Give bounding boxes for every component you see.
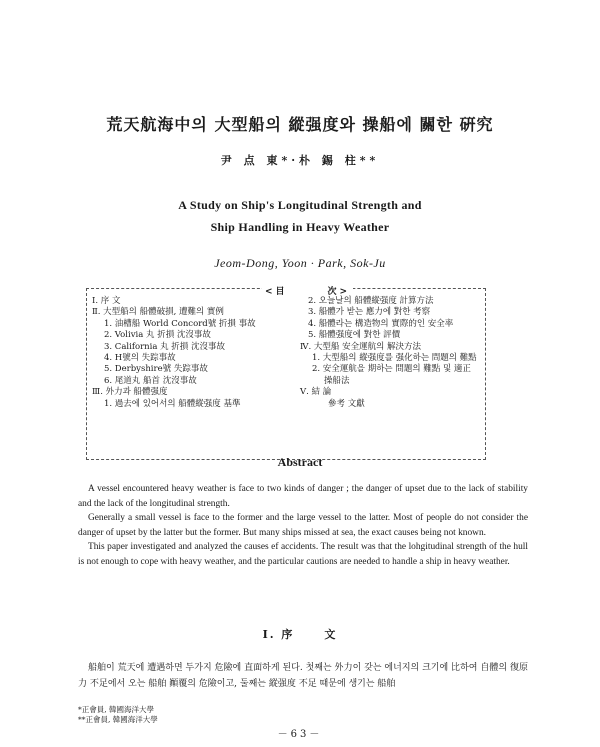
toc-right-column — [300, 296, 477, 410]
footnotes — [78, 705, 158, 725]
toc-item: Ⅴ. 結 論 — [300, 387, 332, 398]
abstract-heading: Abstract — [277, 455, 323, 469]
body-text — [78, 660, 528, 692]
toc-item: 1. 油槽船 World Concord號 折損 事故 — [104, 318, 256, 329]
toc-item: 4. H號의 失踪事故 — [104, 352, 176, 363]
abstract-paragraph: A vessel encountered heavy weather is face to two kinds of danger ; the danger of upset due to the lack of stability and the lack of the longitudinal strength. — [78, 484, 528, 509]
toc-item: 3. California 丸 折損 沈沒事故 — [104, 341, 226, 352]
body-paragraph: 船舶이 荒天에 遭遇하면 두가지 危險에 直面하게 된다. 첫째는 外力이 갖는 에너지의 크기에 比하여 自體의 復原力 不足에서 오는 船舶 顚覆의 危險이고, 둘째는 縱强度 不足 때문에 생기는 船舶 — [78, 663, 528, 689]
toc-item: 參考 文獻 — [328, 398, 365, 409]
toc-item: Ⅳ. 大型船 安全運航의 解決方法 — [300, 341, 422, 352]
paper-title-english — [0, 194, 600, 238]
toc-item: 5. 船體强度에 對한 評價 — [308, 330, 401, 341]
toc-heading-left: <目 — [265, 287, 288, 297]
toc-item: 5. Derbyshire號 失踪事故 — [104, 364, 208, 375]
toc-item: Ⅲ. 外力과 船體强度 — [92, 387, 168, 398]
footnote: **正會員, 韓國海洋大學 — [78, 715, 158, 724]
authors-korean: 尹 点 東*·朴 錫 柱** — [220, 154, 380, 167]
toc-item: 1. 大型船의 縱强度를 强化하는 問題의 難點 — [312, 352, 477, 363]
toc-item: Ⅱ. 大型船의 船體破損, 遭難의 實例 — [92, 307, 224, 318]
toc-item: 2. 오늘날의 船體縱强度 計算方法 — [308, 296, 434, 306]
section-heading — [0, 626, 600, 642]
toc-item: 6. 尾道丸 船首 沈沒事故 — [104, 375, 197, 386]
toc-item: 操船法 — [324, 375, 350, 386]
toc-item: 2. 安全運航을 期하는 問題의 難點 및 適正 — [312, 364, 471, 375]
abstract-paragraph: This paper investigated and analyzed the causes ef accidents. The result was that the lohgitudinal strength of the hull is not enough to cope with heavy weather, and the particular cautions are needed to handle a ship in heavy weather. — [78, 542, 528, 567]
authors-english: Jeom-Dong, Yoon · Park, Sok-Ju — [214, 256, 386, 270]
page-number: －63－ — [277, 729, 323, 740]
title-en-line-2: Ship Handling in Heavy Weather — [210, 220, 390, 234]
footnote: *正會員, 韓國海洋大學 — [78, 705, 155, 714]
abstract-body — [78, 482, 528, 569]
title-en-line-1: A Study on Ship's Longitudinal Strength and — [178, 198, 422, 212]
toc-left-column — [92, 296, 256, 410]
toc-item: 3. 船體가 받는 應力에 對한 考察 — [308, 307, 431, 318]
toc-item: Ⅰ. 序 文 — [92, 296, 121, 306]
section-heading-word: 文 — [324, 628, 338, 641]
toc-item: 4. 船體라는 構造物의 實際的인 安全率 — [308, 318, 454, 329]
paper-title-korean: 荒天航海中의 大型船의 縱强度와 操船에 關한 硏究 — [106, 115, 494, 134]
abstract-paragraph: Generally a small vessel is face to the former and the large vessel to the latter. Most of people do not consider the danger of upset by the latter but the former. But many ships missed at sea, the exact causes being not known. — [78, 513, 528, 538]
toc-item: 1. 過去에 있어서의 船體縱强度 基準 — [104, 398, 241, 409]
toc-item: 2. Volivia 丸 折損 沈沒事故 — [104, 330, 211, 341]
section-heading-number: Ⅰ. 序 — [262, 628, 295, 641]
toc-heading-right: 次> — [327, 287, 351, 297]
